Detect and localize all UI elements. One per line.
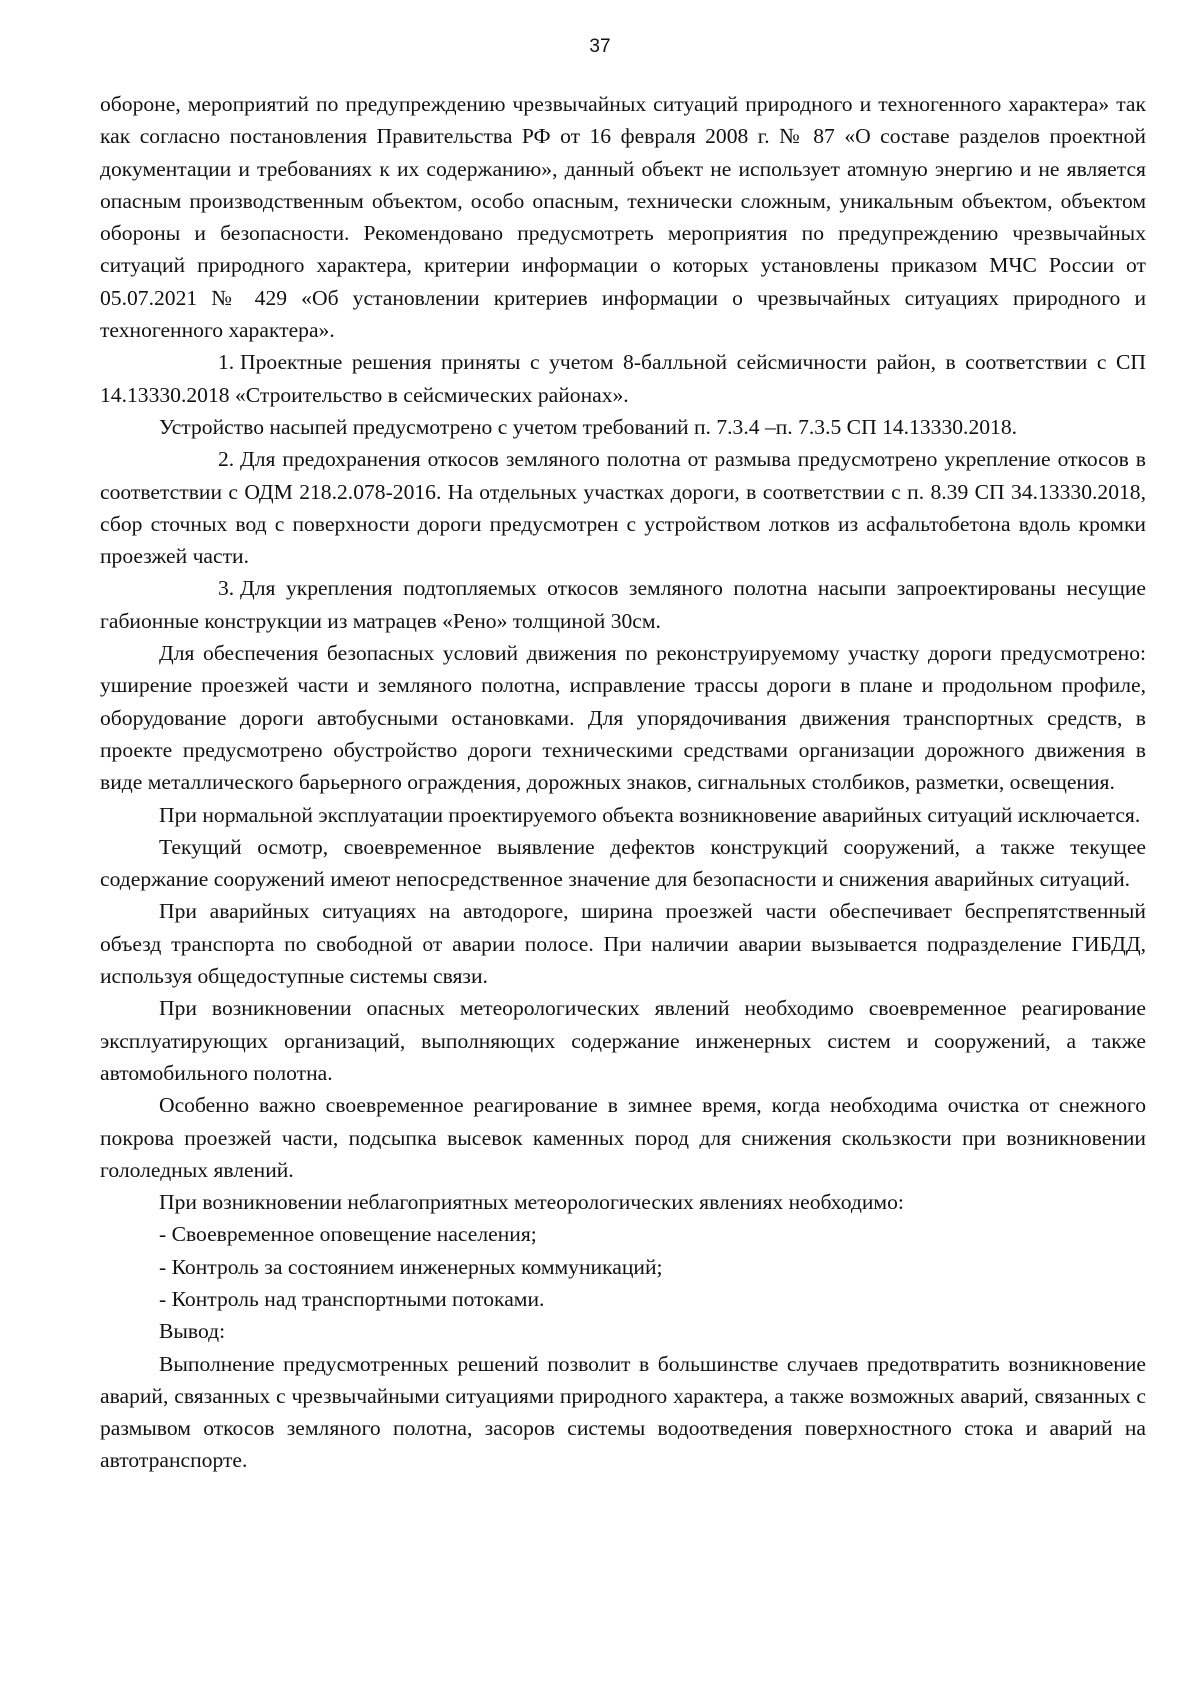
item-text: Проектные решения приняты с учетом 8-балльной сейсмичности район, в соответствии с СП 14.13330.2018 «Строительство в сейсмических районах».: [100, 350, 1146, 407]
numbered-item-1: [100, 346, 1146, 411]
paragraph-winter: Особенно важно своевременное реагирование в зимнее время, когда необходима очистка от снежного покрова проезжей части, подсыпка высевок каменных пород для снижения скользкости при возникновении гололедных явлений.: [100, 1093, 1146, 1182]
paragraph-conclusion: Выполнение предусмотренных решений позволит в большинстве случаев предотвратить возникновение аварий, связанных с чрезвычайными ситуациями природного характера, а также возможных аварий, связанных с размывом откосов земляного полотна, засоров системы водоотведения поверхностного стока и аварий на автотранспорте.: [100, 1351, 1146, 1473]
document-body: [100, 88, 1146, 1477]
item-number: 1.: [218, 350, 235, 375]
list-item-traffic: - Контроль над транспортными потоками.: [159, 1286, 545, 1311]
numbered-item-3: [100, 572, 1146, 637]
paragraph-embankment: Устройство насыпей предусмотрено с учетом требований п. 7.3.4 –п. 7.3.5 СП 14.13330.2018.: [159, 414, 1018, 439]
page-number: 37: [589, 36, 611, 57]
list-item-utilities: - Контроль за состоянием инженерных коммуникаций;: [159, 1254, 663, 1279]
paragraph-intro: обороне, мероприятий по предупреждению чрезвычайных ситуаций природного и техногенного характера» так как согласно постановления Правительства РФ от 16 февраля 2008 г. № 87 «О составе разделов проектной документации и требованиях к их содержанию», данный объект не использует атомную энергию и не является опасным производственным объектом, особо опасным, технически сложным, уникальным объектом, объектом обороны и безопасности. Рекомендовано предусмотреть мероприятия по предупреждению чрезвычайных ситуаций природного характера, критерии информации о которых установлены приказом МЧС России от 05.07.2021 № 429 «Об установлении критериев информации о чрезвычайных ситуациях природного и техногенного характера».: [100, 92, 1146, 343]
paragraph-normal-operation: При нормальной эксплуатации проектируемого объекта возникновение аварийных ситуаций исключается.: [159, 802, 1141, 827]
item-number: 2.: [218, 447, 235, 472]
paragraph-weather-response: При возникновении опасных метеорологических явлений необходимо своевременное реагирование эксплуатирующих организаций, выполняющих содержание инженерных систем и сооружений, а также автомобильного полотна.: [100, 996, 1146, 1085]
item-text: Для укрепления подтопляемых откосов земляного полотна насыпи запроектированы несущие габионные конструкции из матрацев «Рено» толщиной 30см.: [100, 576, 1146, 633]
item-text: Для предохранения откосов земляного полотна от размыва предусмотрено укрепление откосов в соответствии с ОДМ 218.2.078-2016. На отдельных участках дороги, в соответствии с п. 8.39 СП 34.13330.2018, сбор сточных вод с поверхности дороги предусмотрен с устройством лотков из асфальтобетона вдоль кромки проезжей части.: [100, 447, 1146, 569]
paragraph-emergency-road: При аварийных ситуациях на автодороге, ширина проезжей части обеспечивает беспрепятственный объезд транспорта по свободной от аварии полосе. При наличии аварии вызывается подразделение ГИБДД, используя общедоступные системы связи.: [100, 899, 1146, 989]
paragraph-safety-measures: Для обеспечения безопасных условий движения по реконструируемому участку дороги предусмотрено: уширение проезжей части и земляного полотна, исправление трассы дороги в плане и продольном профиле, оборудование дороги автобусными остановками. Для упорядочивания движения транспортных средств, в проекте предусмотрено обустройство дороги техническими средствами организации дорожного движения в виде металлического барьерного ограждения, дорожных знаков, сигнальных столбиков, разметки, освещения.: [100, 641, 1146, 795]
paragraph-inspection: Текущий осмотр, своевременное выявление дефектов конструкций сооружений, а также текущее содержание сооружений имеют непосредственное значение для безопасности и снижения аварийных ситуаций.: [100, 834, 1146, 892]
list-item-notification: - Своевременное оповещение населения;: [159, 1222, 537, 1247]
conclusion-heading: Вывод:: [159, 1319, 226, 1344]
numbered-item-2: [100, 443, 1146, 572]
item-number: 3.: [218, 576, 235, 601]
paragraph-list-intro: При возникновении неблагоприятных метеорологических явлениях необходимо:: [159, 1190, 904, 1215]
